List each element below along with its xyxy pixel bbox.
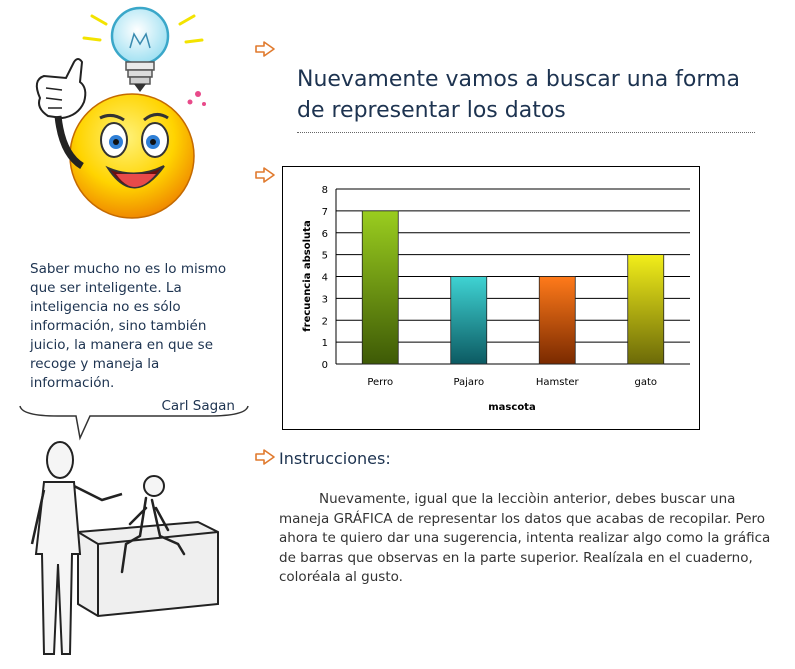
bar-chart-frame	[282, 166, 700, 430]
bar-hamster	[539, 277, 575, 365]
pointing-hand-arrow-icon	[254, 448, 276, 466]
x-tick-label: Perro	[367, 377, 394, 388]
lightbulb-smiley-illustration	[22, 4, 222, 226]
pointing-hand-arrow-icon	[254, 40, 276, 58]
y-tick-label: 6	[321, 228, 328, 240]
quote-author: Carl Sagan	[161, 398, 235, 414]
y-tick-label: 5	[321, 250, 328, 262]
y-tick-label: 0	[321, 360, 328, 371]
instructions-body: Nuevamente, igual que la lecciòin anterior, debes buscar una maneja GRÁFICA de representar los datos que acabas de recopilar. Pero ahora te quiero dar una sugerencia, intenta realizar algo como la gráfica de barras que observas en la parte superior. Realízala en el cuaderno, coloréala al gusto.	[279, 491, 771, 585]
y-axis-label: frecuencia absoluta	[302, 220, 313, 332]
y-tick-label: 4	[321, 272, 328, 284]
x-axis-label: mascota	[488, 402, 536, 413]
quote-block	[30, 260, 235, 416]
bar-perro	[362, 211, 398, 364]
teacher-student-illustration	[18, 404, 254, 666]
x-tick-label: Pajaro	[453, 377, 485, 388]
instructions-heading: Instrucciones:	[279, 449, 391, 468]
y-tick-labels	[322, 185, 328, 371]
pointing-hand-arrow-icon	[254, 166, 276, 184]
page-title: Nuevamente vamos a buscar una forma de representar los datos	[297, 64, 755, 133]
y-tick-label: 8	[321, 185, 328, 196]
bar-gato	[628, 255, 664, 364]
x-tick-label: gato	[634, 377, 658, 388]
bar-pajaro	[451, 277, 487, 365]
y-tick-label: 7	[321, 206, 328, 218]
quote-text: Saber mucho no es lo mismo que ser inteligente. La inteligencia no es sólo información, sino también juicio, la manera en que se recoge y maneja la información.	[30, 261, 227, 391]
bar-chart	[282, 166, 700, 430]
y-tick-label: 1	[321, 338, 328, 350]
y-tick-label: 2	[321, 316, 328, 328]
x-tick-label: Hamster	[535, 377, 579, 388]
y-tick-label: 3	[321, 294, 328, 306]
